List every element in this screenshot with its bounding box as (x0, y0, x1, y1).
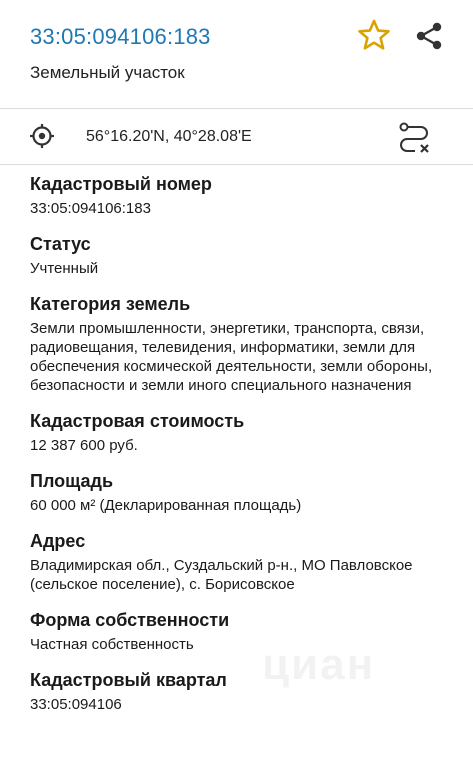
field-label: Категория земель (30, 294, 191, 314)
field-label: Кадастровый квартал (30, 670, 227, 690)
field-value: Учтенный (30, 260, 99, 277)
field-ownership (30, 608, 450, 654)
field-label: Кадастровая стоимость (30, 411, 245, 431)
field-area (30, 469, 450, 515)
target-icon[interactable] (29, 123, 55, 149)
field-address (30, 529, 450, 594)
field-status (30, 232, 450, 278)
field-value: 60 000 м² (Декларированная площадь) (30, 497, 302, 514)
object-type-subtitle: Земельный участок (30, 63, 185, 82)
field-land-category (30, 292, 450, 395)
field-cadastral-quarter (30, 668, 450, 714)
field-label: Кадастровый номер (30, 174, 212, 194)
field-cadastral-number (30, 172, 450, 218)
field-value: 33:05:094106 (30, 696, 122, 713)
field-value: Владимирская обл., Суздальский р-н., МО Павловское (сельское поселение), с. Борисовское (30, 557, 413, 593)
watermark: циан (262, 640, 376, 689)
field-value: Земли промышленности, энергетики, транспорта, связи, радиовещания, телевидения, информатики, земли для обеспечения космической деятельности, земли обороны, безопасности и земли иного специального назначения (30, 320, 433, 394)
share-icon[interactable] (414, 20, 444, 52)
field-label: Форма собственности (30, 610, 230, 630)
cadastral-number-title[interactable]: 33:05:094106:183 (30, 24, 211, 49)
field-value: Частная собственность (30, 636, 194, 653)
star-icon[interactable] (357, 18, 391, 52)
route-icon[interactable] (397, 121, 431, 153)
header (0, 0, 473, 108)
coordinates-text[interactable]: 56°16.20'N, 40°28.08'E (86, 128, 252, 145)
details-list (30, 172, 450, 728)
field-cadastral-value (30, 409, 450, 455)
field-label: Адрес (30, 531, 86, 551)
field-label: Площадь (30, 471, 114, 491)
coordinates-row (0, 109, 473, 164)
field-value: 33:05:094106:183 (30, 200, 151, 217)
divider (0, 164, 473, 165)
field-value: 12 387 600 руб. (30, 437, 138, 454)
field-label: Статус (30, 234, 91, 254)
